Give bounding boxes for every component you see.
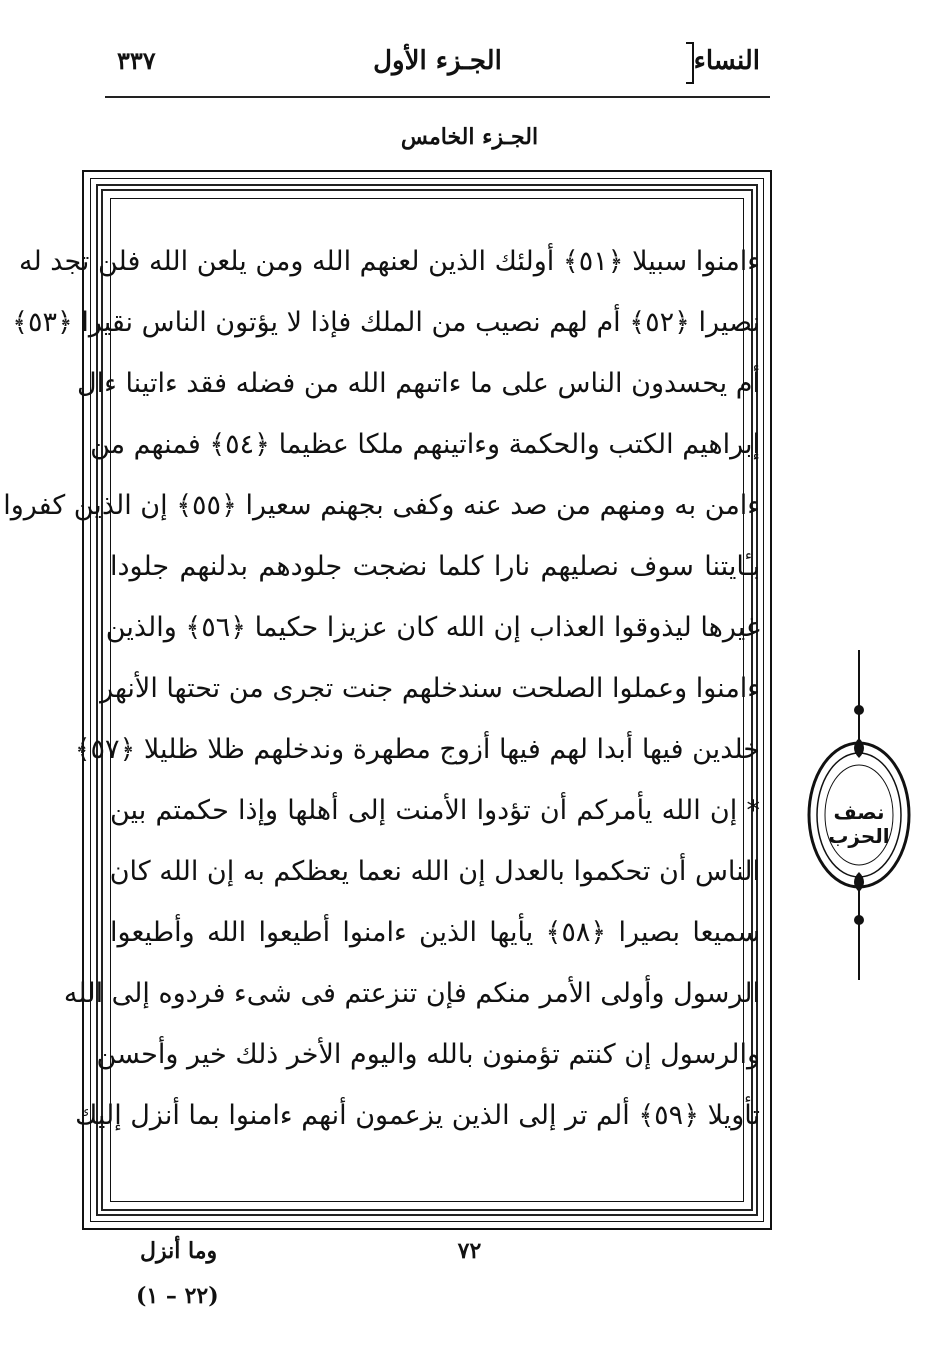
text-line: الرسول وأولى الأمر منكم فإن تنزعتم فى شىء فردوه إلى الله xyxy=(63,978,760,1009)
page-header xyxy=(105,40,770,98)
hizb-marker-line2: الحزب xyxy=(828,824,890,848)
text-line: * إن الله يأمركم أن تؤدوا الأمنت إلى أهلها وإذا حكمتم بين xyxy=(110,795,760,826)
hizb-marker-line1: نصف xyxy=(833,800,885,824)
text-line: ءامن به ومنهم من صد عنه وكفى بجهنم سعيرا ﴿٥٥﴾ إن الذين كفروا xyxy=(3,490,760,521)
text-line: بـٔايتنا سوف نصليهم نارا كلما نضجت جلودهم بدلنهم جلودا xyxy=(110,551,760,582)
hizb-marker-label xyxy=(807,800,911,848)
text-line: تأويلا ﴿٥٩﴾ ألم تر إلى الذين يزعمون أنهم ءامنوا بما أنزل إليك xyxy=(75,1100,760,1131)
header-page-number: ٣٣٧ xyxy=(117,46,156,75)
text-line: الناس أن تحكموا بالعدل إن الله نعما يعظكم به إن الله كان xyxy=(109,856,760,887)
text-line: خلدين فيها أبدا لهم فيها أزوج مطهرة وندخلهم ظلا ظليلا ﴿٥٧﴾ xyxy=(74,734,760,765)
text-line: والرسول إن كنتم تؤمنون بالله واليوم الأخر ذلك خير وأحسن xyxy=(96,1039,760,1070)
juz-label: الجـزء الخامس xyxy=(400,124,539,150)
text-line: إبراهيم الكتب والحكمة وءاتينهم ملكا عظيما ﴿٥٤﴾ فمنهم من xyxy=(90,429,760,460)
part-label: الجـزء الأول xyxy=(373,46,502,76)
text-line: غيرها ليذوقوا العذاب إن الله كان عزيزا حكيما ﴿٥٦﴾ والذين xyxy=(105,612,760,643)
text-line: نصيرا ﴿٥٢﴾ أم لهم نصيب من الملك فإذا لا يؤتون الناس نقيرا ﴿٥٣﴾ xyxy=(12,307,760,338)
signature-code: (٢٢ – ١) xyxy=(136,1283,219,1309)
text-line: سميعا بصيرا ﴿٥٨﴾ يأيها الذين ءامنوا أطيعوا الله وأطيعوا xyxy=(110,917,760,948)
text-line: أم يحسدون الناس على ما ءاتىهم الله من فضله فقد ءاتينا ءال xyxy=(77,368,760,399)
surah-name: النساء xyxy=(693,46,760,76)
text-line: ءامنوا وعملوا الصلحت سندخلهم جنت تجرى من تحتها الأنهر xyxy=(100,673,760,704)
footer-page-number: ٧٢ xyxy=(457,1238,482,1264)
header-bracket xyxy=(686,42,694,84)
catchword: وما أنزل xyxy=(140,1238,218,1264)
text-line: ءامنوا سبيلا ﴿٥١﴾ أولئك الذين لعنهم الله ومن يلعن الله فلن تجد له xyxy=(19,246,760,277)
quran-text-block xyxy=(3,232,760,1172)
